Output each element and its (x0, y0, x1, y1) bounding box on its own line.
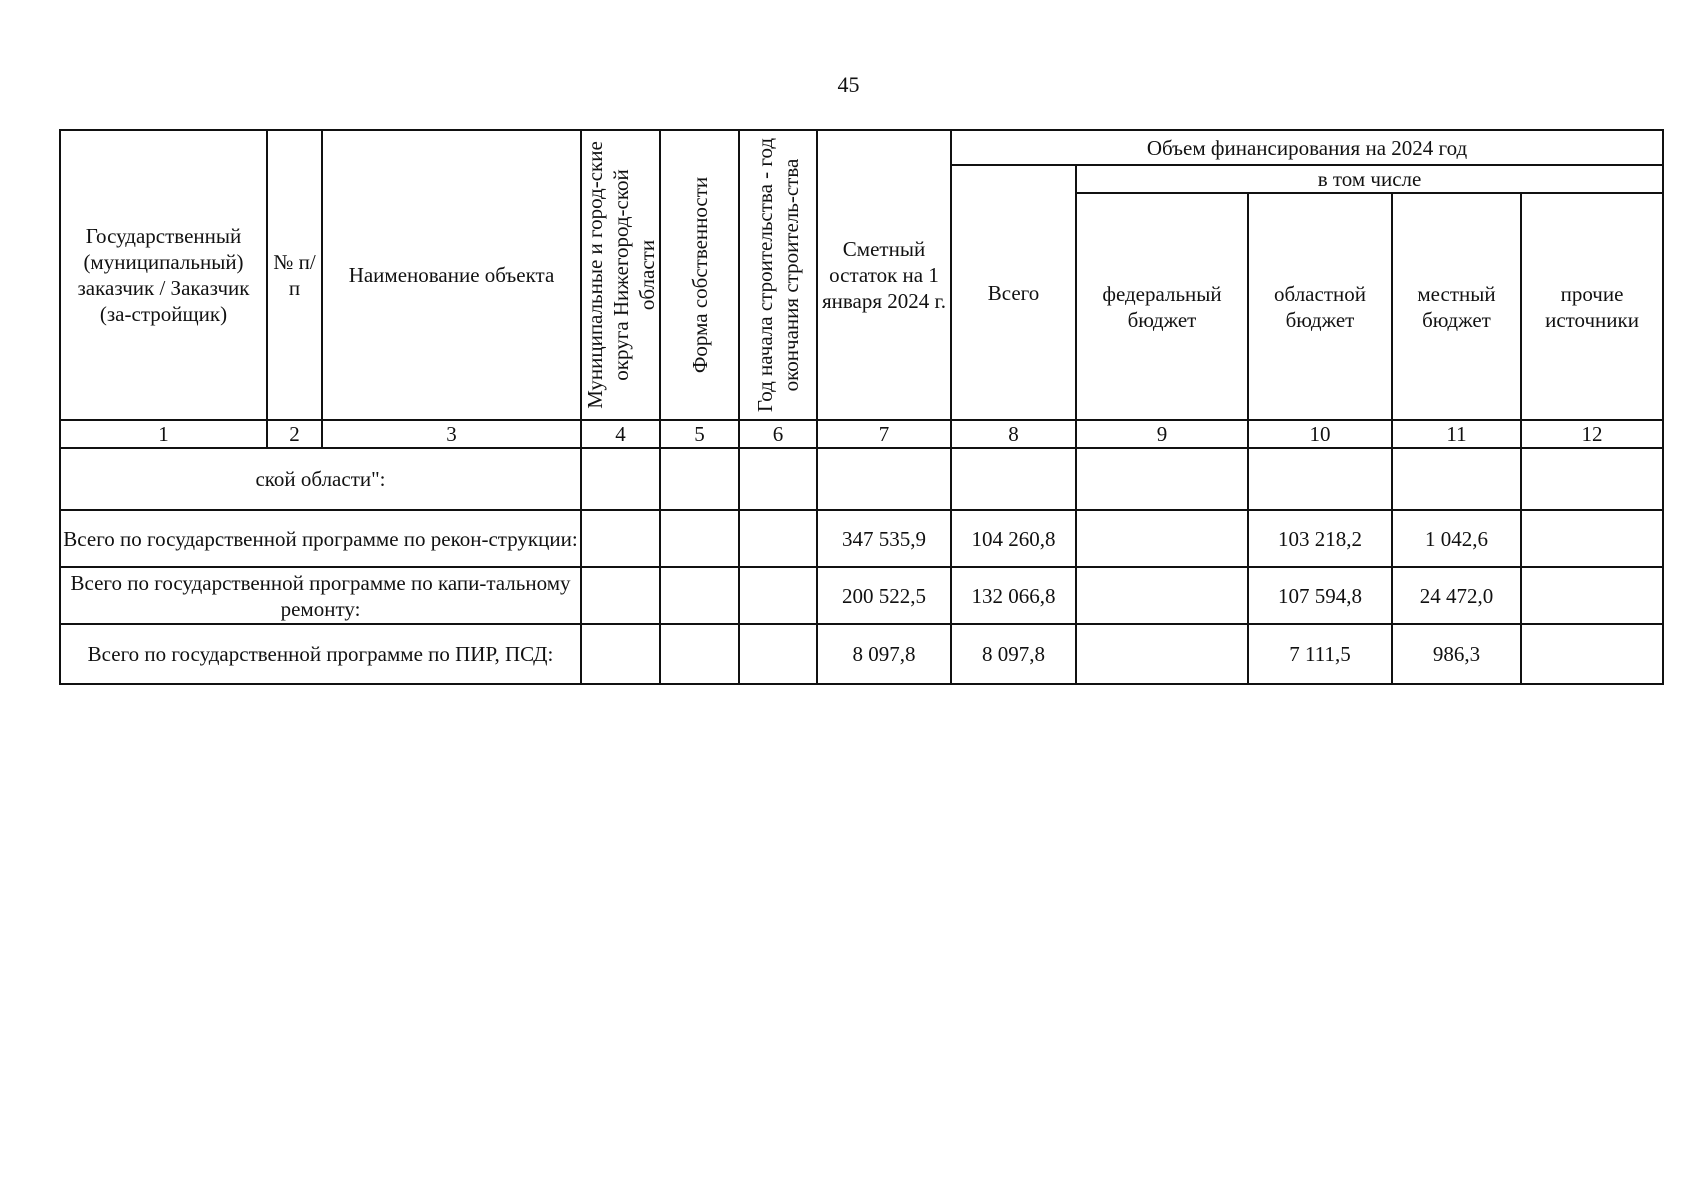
empty-cell (581, 510, 660, 567)
row-label: Всего по государственной программе по рекон-струкции: (60, 510, 581, 567)
cell-total: 132 066,8 (951, 567, 1076, 624)
empty-cell (581, 624, 660, 684)
empty-cell (660, 624, 739, 684)
table-row (60, 510, 1663, 567)
row-label: ской области": (60, 448, 581, 510)
cell-total: 104 260,8 (951, 510, 1076, 567)
column-number-row (60, 420, 1663, 448)
cell-local: 986,3 (1392, 624, 1521, 684)
column-number: 3 (322, 420, 581, 448)
table-row (60, 624, 1663, 684)
cell-estimate-balance: 200 522,5 (817, 567, 951, 624)
header-estimate-balance: Сметный остаток на 1 января 2024 г. (817, 130, 951, 420)
column-number: 5 (660, 420, 739, 448)
cell-total (951, 448, 1076, 510)
cell-total: 8 097,8 (951, 624, 1076, 684)
empty-cell (739, 624, 817, 684)
header-ownership: Форма собственности (660, 130, 739, 420)
column-number: 10 (1248, 420, 1392, 448)
cell-regional: 103 218,2 (1248, 510, 1392, 567)
header-other: прочие источники (1521, 193, 1663, 420)
cell-other (1521, 510, 1663, 567)
table-row (60, 448, 1663, 510)
header-financing: Объем финансирования на 2024 год (951, 130, 1663, 165)
header-federal: федеральный бюджет (1076, 193, 1248, 420)
cell-other (1521, 624, 1663, 684)
cell-other (1521, 448, 1663, 510)
empty-cell (739, 510, 817, 567)
empty-cell (581, 448, 660, 510)
header-number: № п/п (267, 130, 322, 420)
header-years: Год начала строительства - год окончания строитель-ства (739, 130, 817, 420)
cell-regional (1248, 448, 1392, 510)
column-number: 8 (951, 420, 1076, 448)
cell-other (1521, 567, 1663, 624)
cell-local: 1 042,6 (1392, 510, 1521, 567)
empty-cell (739, 448, 817, 510)
header-municipal: Муниципальные и город-ские округа Нижегород-ской области (581, 130, 660, 420)
column-number: 4 (581, 420, 660, 448)
cell-estimate-balance (817, 448, 951, 510)
financing-table (59, 129, 1664, 685)
cell-federal (1076, 510, 1248, 567)
column-number: 1 (60, 420, 267, 448)
header-object-name: Наименование объекта (322, 130, 581, 420)
cell-estimate-balance: 347 535,9 (817, 510, 951, 567)
column-number: 6 (739, 420, 817, 448)
header-total: Всего (951, 165, 1076, 420)
header-row-1 (60, 130, 1663, 165)
table-row (60, 567, 1663, 624)
cell-federal (1076, 624, 1248, 684)
empty-cell (660, 567, 739, 624)
cell-estimate-balance: 8 097,8 (817, 624, 951, 684)
header-regional: областной бюджет (1248, 193, 1392, 420)
empty-cell (739, 567, 817, 624)
row-label: Всего по государственной программе по капи-тальному ремонту: (60, 567, 581, 624)
empty-cell (581, 567, 660, 624)
empty-cell (660, 448, 739, 510)
header-local: местный бюджет (1392, 193, 1521, 420)
cell-local: 24 472,0 (1392, 567, 1521, 624)
cell-regional: 107 594,8 (1248, 567, 1392, 624)
column-number: 9 (1076, 420, 1248, 448)
cell-regional: 7 111,5 (1248, 624, 1392, 684)
cell-federal (1076, 448, 1248, 510)
header-customer: Государственный (муниципальный) заказчик / Заказчик (за-стройщик) (60, 130, 267, 420)
cell-local (1392, 448, 1521, 510)
column-number: 11 (1392, 420, 1521, 448)
column-number: 2 (267, 420, 322, 448)
page-number: 45 (837, 72, 860, 97)
column-number: 7 (817, 420, 951, 448)
header-including: в том числе (1076, 165, 1663, 193)
column-number: 12 (1521, 420, 1663, 448)
row-label: Всего по государственной программе по ПИР, ПСД: (60, 624, 581, 684)
empty-cell (660, 510, 739, 567)
cell-federal (1076, 567, 1248, 624)
